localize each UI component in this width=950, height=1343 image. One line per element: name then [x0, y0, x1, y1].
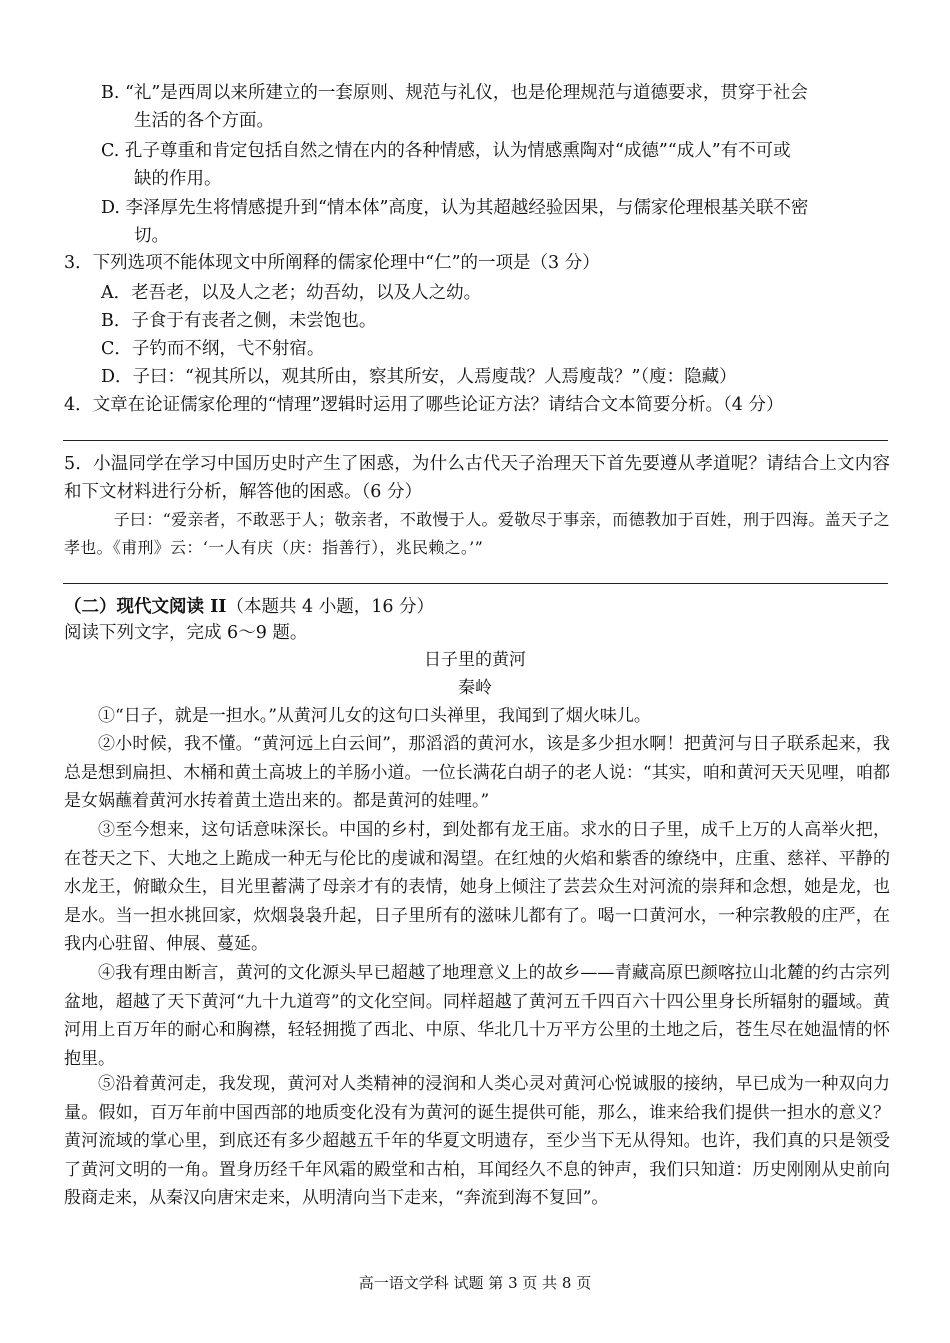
q3-option-c: C．子钓而不纲，弋不射宿。: [101, 339, 325, 359]
q2-option-d-line1: D. 李泽厚先生将情感提升到“情本体”高度，认为其超越经验因果，与儒家伦理根基关联不密: [101, 198, 809, 218]
q2-option-c-line1: C. 孔子尊重和肯定包括自然之情在内的各种情感，认为情感熏陶对“成德”“成人”有不可或: [101, 141, 791, 161]
q3-option-a: A．老吾老，以及人之老；幼吾幼，以及人之幼。: [101, 283, 482, 303]
answer-line-q5: [63, 583, 888, 584]
article-paragraph-1: ①“日子，就是一担水。”从黄河儿女的这句口头禅里，我闻到了烟火味儿。: [98, 706, 651, 726]
article-paragraph-4: ④我有理由断言，黄河的文化源头早已超越了地理意义上的故乡——青藏高原巴颜喀拉山北麓的约古宗列盆地，超越了天下黄河“九十九道弯”的文化空间。同样超越了黄河五千四百六十四公里身长所辐射的疆域。黄河用上百万年的耐心和胸襟，轻轻拥揽了西北、中原、华北几十万平方公里的土地之后，苍生尽在她温情的怀抱里。: [64, 963, 890, 1069]
article-title: 日子里的黄河: [424, 650, 526, 670]
q3-option-b: B．子食于有丧者之侧，未尝饱也。: [101, 311, 377, 331]
article-paragraph-2: ②小时候，我不懂。“黄河远上白云间”，那滔滔的黄河水，该是多少担水啊！把黄河与日子联系起来，我总是想到扁担、木桶和黄土高坡上的羊肠小道。一位长满花白胡子的老人说：“其实，咱和黄河天天见哩，咱都是女娲蘸着黄河水抟着黄土造出来的。都是黄河的娃哩。”: [64, 734, 890, 811]
q2-option-c-line2: 缺的作用。: [134, 169, 222, 189]
q2-option-d-line2: 切。: [134, 226, 169, 246]
q5-stem: 5．小温同学在学习中国历史时产生了困惑，为什么古代天子治理天下首先要遵从孝道呢？请结合上文内容和下文材料进行分析，解答他的困惑。（6 分）: [64, 454, 890, 502]
section-title: （二）现代文阅读 II: [64, 597, 227, 617]
article-author: 秦岭: [458, 678, 492, 698]
section-instruction: 阅读下列文字，完成 6～9 题。: [64, 623, 308, 643]
q4-stem: 4．文章在论证儒家伦理的“情理”逻辑时运用了哪些论证方法？请结合文本简要分析。（4 分）: [64, 395, 784, 415]
article-paragraph-5: ⑤沿着黄河走，我发现，黄河对人类精神的浸润和人类心灵对黄河心悦诚服的接纳，早已成为一种双向力量。假如，百万年前中国西部的地质变化没有为黄河的诞生提供可能，那么，谁来给我们提供一担水的意义？黄河流域的掌心里，到底还有多少超越五千年的华夏文明遗存，至少当下无从得知。也许，我们真的只是领受了黄河文明的一角。置身历经千年风霜的殿堂和古柏，耳闻经久不息的钟声，我们只知道：历史刚刚从史前向殷商走来，从秦汉向唐宋走来，从明清向当下走来，“奔流到海不复回”。: [64, 1074, 890, 1208]
q3-stem: 3．下列选项不能体现文中所阐释的儒家伦理中“仁”的一项是（3 分）: [64, 253, 600, 273]
q2-option-b-line1: B. “礼”是西周以来所建立的一套原则、规范与礼仪，也是伦理规范与道德要求，贯穿于社会: [101, 83, 808, 103]
section-note: （本题共 4 小题，16 分）: [226, 597, 435, 617]
q3-option-d: D．子曰：“视其所以，观其所由，察其所安，人焉廋哉？人焉廋哉？”（廋：隐藏）: [101, 367, 737, 387]
q5-quote: 子曰：“爱亲者，不敢恶于人；敬亲者，不敢慢于人。爱敬尽于事亲，而德教加于百姓，刑于四海。盖天子之孝也。《甫刑》云：‘一人有庆（庆：指善行），兆民赖之。’”: [64, 510, 890, 557]
answer-line-q4: [63, 440, 888, 441]
article-paragraph-3: ③至今想来，这句话意味深长。中国的乡村，到处都有龙王庙。求水的日子里，成千上万的人高举火把，在苍天之下、大地之上跪成一种无与伦比的虔诚和渴望。在红烛的火焰和紫香的缭绕中，庄重、慈祥、平静的水龙王，俯瞰众生，目光里蓄满了母亲才有的表情，她身上倾注了芸芸众生对河流的崇拜和念想，她是龙，也是水。当一担水挑回家，炊烟袅袅升起，日子里所有的滋味儿都有了。喝一口黄河水，一种宗教般的庄严，在我内心驻留、伸展、蔓延。: [64, 820, 890, 954]
section-heading: [64, 593, 434, 621]
page-footer: 高一语文学科 试题 第 3 页 共 8 页: [358, 1274, 592, 1292]
q2-option-b-line2: 生活的各个方面。: [134, 111, 274, 131]
